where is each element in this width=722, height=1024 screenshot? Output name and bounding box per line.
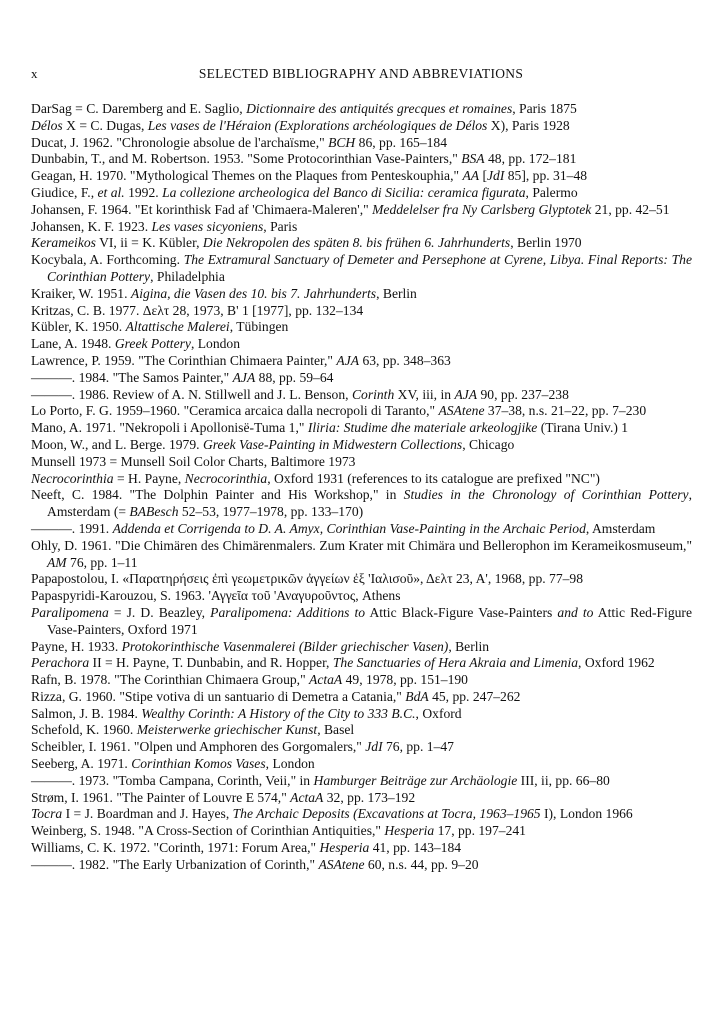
bibliography-entry (31, 790, 692, 807)
entry-text: , Basel (317, 722, 355, 738)
bibliography-entry (31, 806, 692, 823)
entry-italic-text: AA (462, 168, 480, 184)
entry-text: , Berlin (376, 285, 417, 301)
entry-text: 52–53, 1977–1978, pp. 133–170) (178, 504, 364, 520)
entry-text: Rafn, B. 1978. "The Corinthian Chimaera Group," (31, 672, 310, 688)
entry-text: Ducat, J. 1962. "Chronologie absolue de l'archaïsme," (31, 134, 329, 150)
entry-text: Weinberg, S. 1948. "A Cross-Section of Corinthian Antiquities," (31, 823, 385, 839)
entry-text: Moon, W., and L. Berge. 1979. (31, 436, 203, 452)
entry-text: Kocybala, A. Forthcoming. (31, 252, 184, 268)
entry-text: Salmon, J. B. 1984. (31, 705, 142, 721)
entry-text: DarSag = C. Daremberg and E. Saglio, (31, 101, 247, 116)
entry-italic-text: BABesch (129, 504, 179, 520)
entry-text: 88, pp. 59–64 (255, 369, 334, 385)
entry-text: Lane, A. 1948. (31, 336, 115, 352)
entry-italic-text: Kerameikos (31, 235, 96, 251)
entry-text: 41, pp. 143–184 (369, 840, 462, 856)
entry-italic-text: Paralipomena (31, 604, 109, 620)
entry-text: Johansen, F. 1964. "Et korinthisk Fad af 'Chimaera-Maleren'," (31, 201, 373, 217)
entry-italic-text: Les vases de l'Héraion (Explorations archéologiques de Délos (147, 117, 488, 133)
entry-italic-text: The Extramural Sanctuary of Demeter and Persephone at Cyrene, Libya. Final Reports: The Corinthian Pottery (47, 252, 692, 284)
entry-italic-text: et al. (97, 184, 125, 200)
entry-text: Payne, H. 1933. (31, 638, 122, 654)
bibliography-entry (31, 756, 692, 773)
entry-italic-text: Corinth (351, 386, 395, 402)
bibliography-entry (31, 857, 692, 874)
entry-text: , Berlin (448, 638, 490, 654)
entry-italic-text: ActaA (290, 789, 324, 805)
entry-text: = J. D. Beazley, (108, 604, 211, 620)
entry-text: Ohly, D. 1961. "Die Chimären des Chimärenmalers. Zum Krater mit Chimära und Bellerophon im Kerameikosmuseum," (31, 537, 692, 553)
entry-text: Rizza, G. 1960. "Stipe votiva di un santuario di Demetra a Catania," (31, 688, 406, 704)
entry-text: Munsell 1973 = Munsell Soil Color Charts, Baltimore 1973 (31, 453, 356, 469)
bibliography-entry (31, 823, 692, 840)
entry-text: ———. 1973. "Tomba Campana, Corinth, Veii," in (31, 772, 314, 788)
entry-text: = H. Payne, (113, 470, 185, 486)
entry-text: Johansen, K. F. 1923. (31, 218, 152, 234)
entry-italic-text: ASAtene (438, 403, 485, 419)
bibliography-entry (31, 840, 692, 857)
bibliography-entry (31, 722, 692, 739)
bibliography-entry (31, 521, 692, 538)
bibliography-entry (31, 639, 692, 656)
entry-text: Lo Porto, F. G. 1959–1960. "Ceramica arcaica dalla necropoli di Taranto," (31, 403, 439, 419)
bibliography-entry (31, 437, 692, 454)
entry-italic-text: JdI (486, 168, 505, 184)
bibliography-entry (31, 219, 692, 236)
entry-text: Attic Red-Figure Vase-Painters, Oxford 1971 (47, 604, 692, 637)
entry-text: ———. 1986. Review of A. N. Stillwell and J. L. Benson, (31, 386, 352, 402)
entry-italic-text: ASAtene (318, 856, 365, 872)
entry-text: Neeft, C. 1984. "The Dolphin Painter and His Workshop," in (31, 487, 404, 503)
entry-text: 1992. (124, 184, 163, 200)
entry-italic-text: Paralipomena: Additions to (210, 604, 366, 620)
entry-text: Seeberg, A. 1971. (31, 756, 132, 772)
entry-italic-text: Iliria: Studime dhe materiale arkeologjike (307, 420, 538, 436)
entry-text: X = C. Dugas, (62, 117, 148, 133)
entry-italic-text: AM (47, 554, 67, 570)
entry-italic-text: Necrocorinthia (31, 470, 114, 486)
entry-text: I = J. Boardman and J. Hayes, (62, 806, 233, 822)
entry-text: Strøm, I. 1961. "The Painter of Louvre E 574," (31, 789, 291, 805)
entry-italic-text: Hesperia (319, 840, 370, 856)
entry-italic-text: La collezione archeologica del Banco di Sicilia: ceramica figurata (162, 184, 526, 200)
entry-text: ———. 1984. "The Samos Painter," (31, 369, 233, 385)
entry-italic-text: Hesperia (384, 823, 435, 839)
entry-italic-text: Perachora (31, 655, 90, 671)
entry-italic-text: Tocra (31, 806, 63, 822)
bibliography-entry (31, 252, 692, 286)
entry-italic-text: Wealthy Corinth: A History of the City to 333 B.C. (141, 705, 416, 721)
entry-text: 63, pp. 348–363 (359, 352, 451, 368)
entry-italic-text: The Archaic Deposits (Excavations at Tocra, 1963–1965 (232, 806, 541, 822)
bibliography-entry (31, 538, 692, 572)
bibliography-entry (31, 202, 692, 219)
bibliography-entry (31, 118, 692, 135)
entry-italic-text: AJA (232, 369, 256, 385)
entry-italic-text: Necrocorinthia (184, 470, 268, 486)
entry-text: Lawrence, P. 1959. "The Corinthian Chimaera Painter," (31, 352, 337, 368)
entry-italic-text: Addenda et Corrigenda to D. A. Amyx, Corinthian Vase-Painting in the Archaic Period (112, 520, 586, 536)
entry-text: , Paris (263, 218, 298, 234)
entry-text: , London (190, 336, 241, 352)
bibliography-entry (31, 773, 692, 790)
entry-text: III, ii, pp. 66–80 (517, 772, 610, 788)
bibliography-entry (31, 454, 692, 471)
bibliography-entry (31, 403, 692, 420)
entry-italic-text: AJA (454, 386, 478, 402)
entry-text: 21, pp. 42–51 (591, 201, 670, 217)
bibliography-entry (31, 370, 692, 387)
page-number: x (31, 66, 38, 81)
bibliography-entry (31, 303, 692, 320)
entry-text: VI, ii = K. Kübler, (95, 235, 203, 251)
entry-text: [ (479, 168, 487, 184)
entry-text: , Chicago (462, 436, 515, 452)
bibliography-entry (31, 101, 692, 118)
entry-italic-text: The Sanctuaries of Hera Akraia and Limenia (332, 655, 579, 671)
bibliography-entry (31, 286, 692, 303)
entry-text: , Philadelphia (150, 268, 225, 284)
entry-text: Mano, A. 1971. "Nekropoli i Apollonisë-Tuma 1," (31, 420, 308, 436)
entry-italic-text: Studies in the Chronology of Corinthian Pottery (403, 487, 689, 503)
bibliography-entry (31, 387, 692, 404)
bibliography-entry (31, 655, 692, 672)
entry-italic-text: Les vases sicyoniens (151, 218, 264, 234)
entry-italic-text: BCH (328, 134, 356, 150)
bibliography-entry (31, 336, 692, 353)
entry-text: 32, pp. 173–192 (323, 789, 416, 805)
bibliography-entry (31, 168, 692, 185)
bibliography-entry (31, 706, 692, 723)
entry-text: Papapostolou, I. «Παρατηρήσεις ἐπὶ γεωμετρικῶν ἀγγείων ἐξ 'Ιαλισοῦ», Δελτ 23, Α', 1968, pp. 77–98 (31, 571, 584, 587)
bibliography-entry (31, 487, 692, 521)
entry-italic-text: Meisterwerke griechischer Kunst (136, 722, 318, 738)
entry-text: , London (265, 756, 315, 772)
entry-text: , Amsterdam (= (47, 487, 692, 520)
entry-text: , Oxford 1931 (references to its catalogue are prefixed "NC") (267, 470, 600, 486)
entry-text: 85], pp. 31–48 (504, 168, 588, 184)
bibliography-entry (31, 319, 692, 336)
entry-italic-text: and to (557, 604, 594, 620)
entry-text: Geagan, H. 1970. "Mythological Themes on the Plaques from Penteskouphia," (31, 168, 463, 184)
entry-text: , Tübingen (229, 319, 289, 335)
entry-text: Kraiker, W. 1951. (31, 285, 131, 301)
entry-text: 48, pp. 172–181 (484, 151, 577, 167)
entry-text: Giudice, F., (31, 184, 98, 200)
entry-text: Scheibler, I. 1961. "Olpen und Amphoren des Gorgomalers," (31, 739, 366, 755)
bibliography-entry (31, 185, 692, 202)
entry-italic-text: Hamburger Beiträge zur Archäologie (313, 772, 518, 788)
bibliography-entry (31, 588, 692, 605)
entry-text: Williams, C. K. 1972. "Corinth, 1971: Forum Area," (31, 840, 320, 856)
bibliography-entry (31, 739, 692, 756)
bibliography-entry (31, 151, 692, 168)
entry-text: XV, iii, in (394, 386, 455, 402)
bibliography-entry (31, 135, 692, 152)
entry-text: Dunbabin, T., and M. Robertson. 1953. "Some Protocorinthian Vase-Painters," (31, 151, 462, 167)
entry-text: 86, pp. 165–184 (355, 134, 448, 150)
entry-text: Attic Black-Figure Vase-Painters (365, 604, 558, 620)
bibliography-entry (31, 605, 692, 639)
entry-text: 76, pp. 1–47 (382, 739, 454, 755)
entry-text: 60, n.s. 44, pp. 9–20 (364, 856, 479, 872)
entry-text: , Berlin 1970 (510, 235, 582, 251)
entry-italic-text: JdI (365, 739, 383, 755)
entry-italic-text: BSA (461, 151, 485, 167)
entry-text: Kübler, K. 1950. (31, 319, 126, 335)
entry-italic-text: Dictionnaire des antiquités grecques et romaines (246, 101, 513, 116)
bibliography-entry (31, 689, 692, 706)
entry-italic-text: Die Nekropolen des späten 8. bis frühen 6. Jahrhunderts (202, 235, 511, 251)
entry-italic-text: Délos (31, 117, 63, 133)
entry-italic-text: Greek Vase-Painting in Midwestern Collections (202, 436, 463, 452)
bibliography-list (31, 101, 692, 874)
entry-text: 76, pp. 1–11 (66, 554, 138, 570)
entry-text: ———. 1991. (31, 520, 113, 536)
entry-italic-text: Aigina, die Vasen des 10. bis 7. Jahrhunderts (130, 285, 377, 301)
entry-text: I), London 1966 (540, 806, 633, 822)
entry-italic-text: ActaA (309, 672, 343, 688)
entry-text: 37–38, n.s. 21–22, pp. 7–230 (484, 403, 647, 419)
entry-italic-text: Altattische Malerei (125, 319, 230, 335)
entry-italic-text: Corinthian Komos Vases (131, 756, 266, 772)
entry-text: 90, pp. 237–238 (477, 386, 569, 402)
entry-italic-text: Greek Pottery (114, 336, 191, 352)
entry-italic-text: Protokorinthische Vasenmalerei (Bilder griechischer Vasen) (121, 638, 449, 654)
entry-text: Kritzas, C. B. 1977. Δελτ 28, 1973, Β' 1 [1977], pp. 132–134 (31, 302, 364, 318)
entry-text: Papaspyridi-Karouzou, S. 1963. 'Αγγεῖα τοῦ 'Αναγυροῦντος, Athens (31, 588, 401, 604)
entry-text: 49, 1978, pp. 151–190 (342, 672, 468, 688)
running-header: SELECTED BIBLIOGRAPHY AND ABBREVIATIONS (198, 66, 524, 81)
entry-text: , Palermo (525, 184, 578, 200)
bibliography-entry (31, 471, 692, 488)
bibliography-entry (31, 353, 692, 370)
entry-text: 17, pp. 197–241 (434, 823, 526, 839)
entry-text: , Amsterdam (585, 520, 656, 536)
entry-text: II = H. Payne, T. Dunbabin, and R. Hopper, (89, 655, 333, 671)
bibliography-entry (31, 672, 692, 689)
entry-text: , Paris 1875 (512, 101, 577, 116)
entry-italic-text: BdA (405, 688, 429, 704)
bibliography-entry (31, 235, 692, 252)
entry-text: 45, pp. 247–262 (428, 688, 521, 704)
entry-italic-text: AJA (336, 352, 360, 368)
entry-text: ———. 1982. "The Early Urbanization of Corinth," (31, 856, 319, 872)
entry-italic-text: Meddelelser fra Ny Carlsberg Glyptotek (372, 201, 592, 217)
entry-text: X), Paris 1928 (487, 117, 570, 133)
bibliography-entry (31, 420, 692, 437)
entry-text: (Tirana Univ.) 1 (537, 420, 629, 436)
entry-text: , Oxford 1962 (578, 655, 655, 671)
bibliography-entry (31, 571, 692, 588)
entry-text: , Oxford (415, 705, 462, 721)
entry-text: Schefold, K. 1960. (31, 722, 137, 738)
